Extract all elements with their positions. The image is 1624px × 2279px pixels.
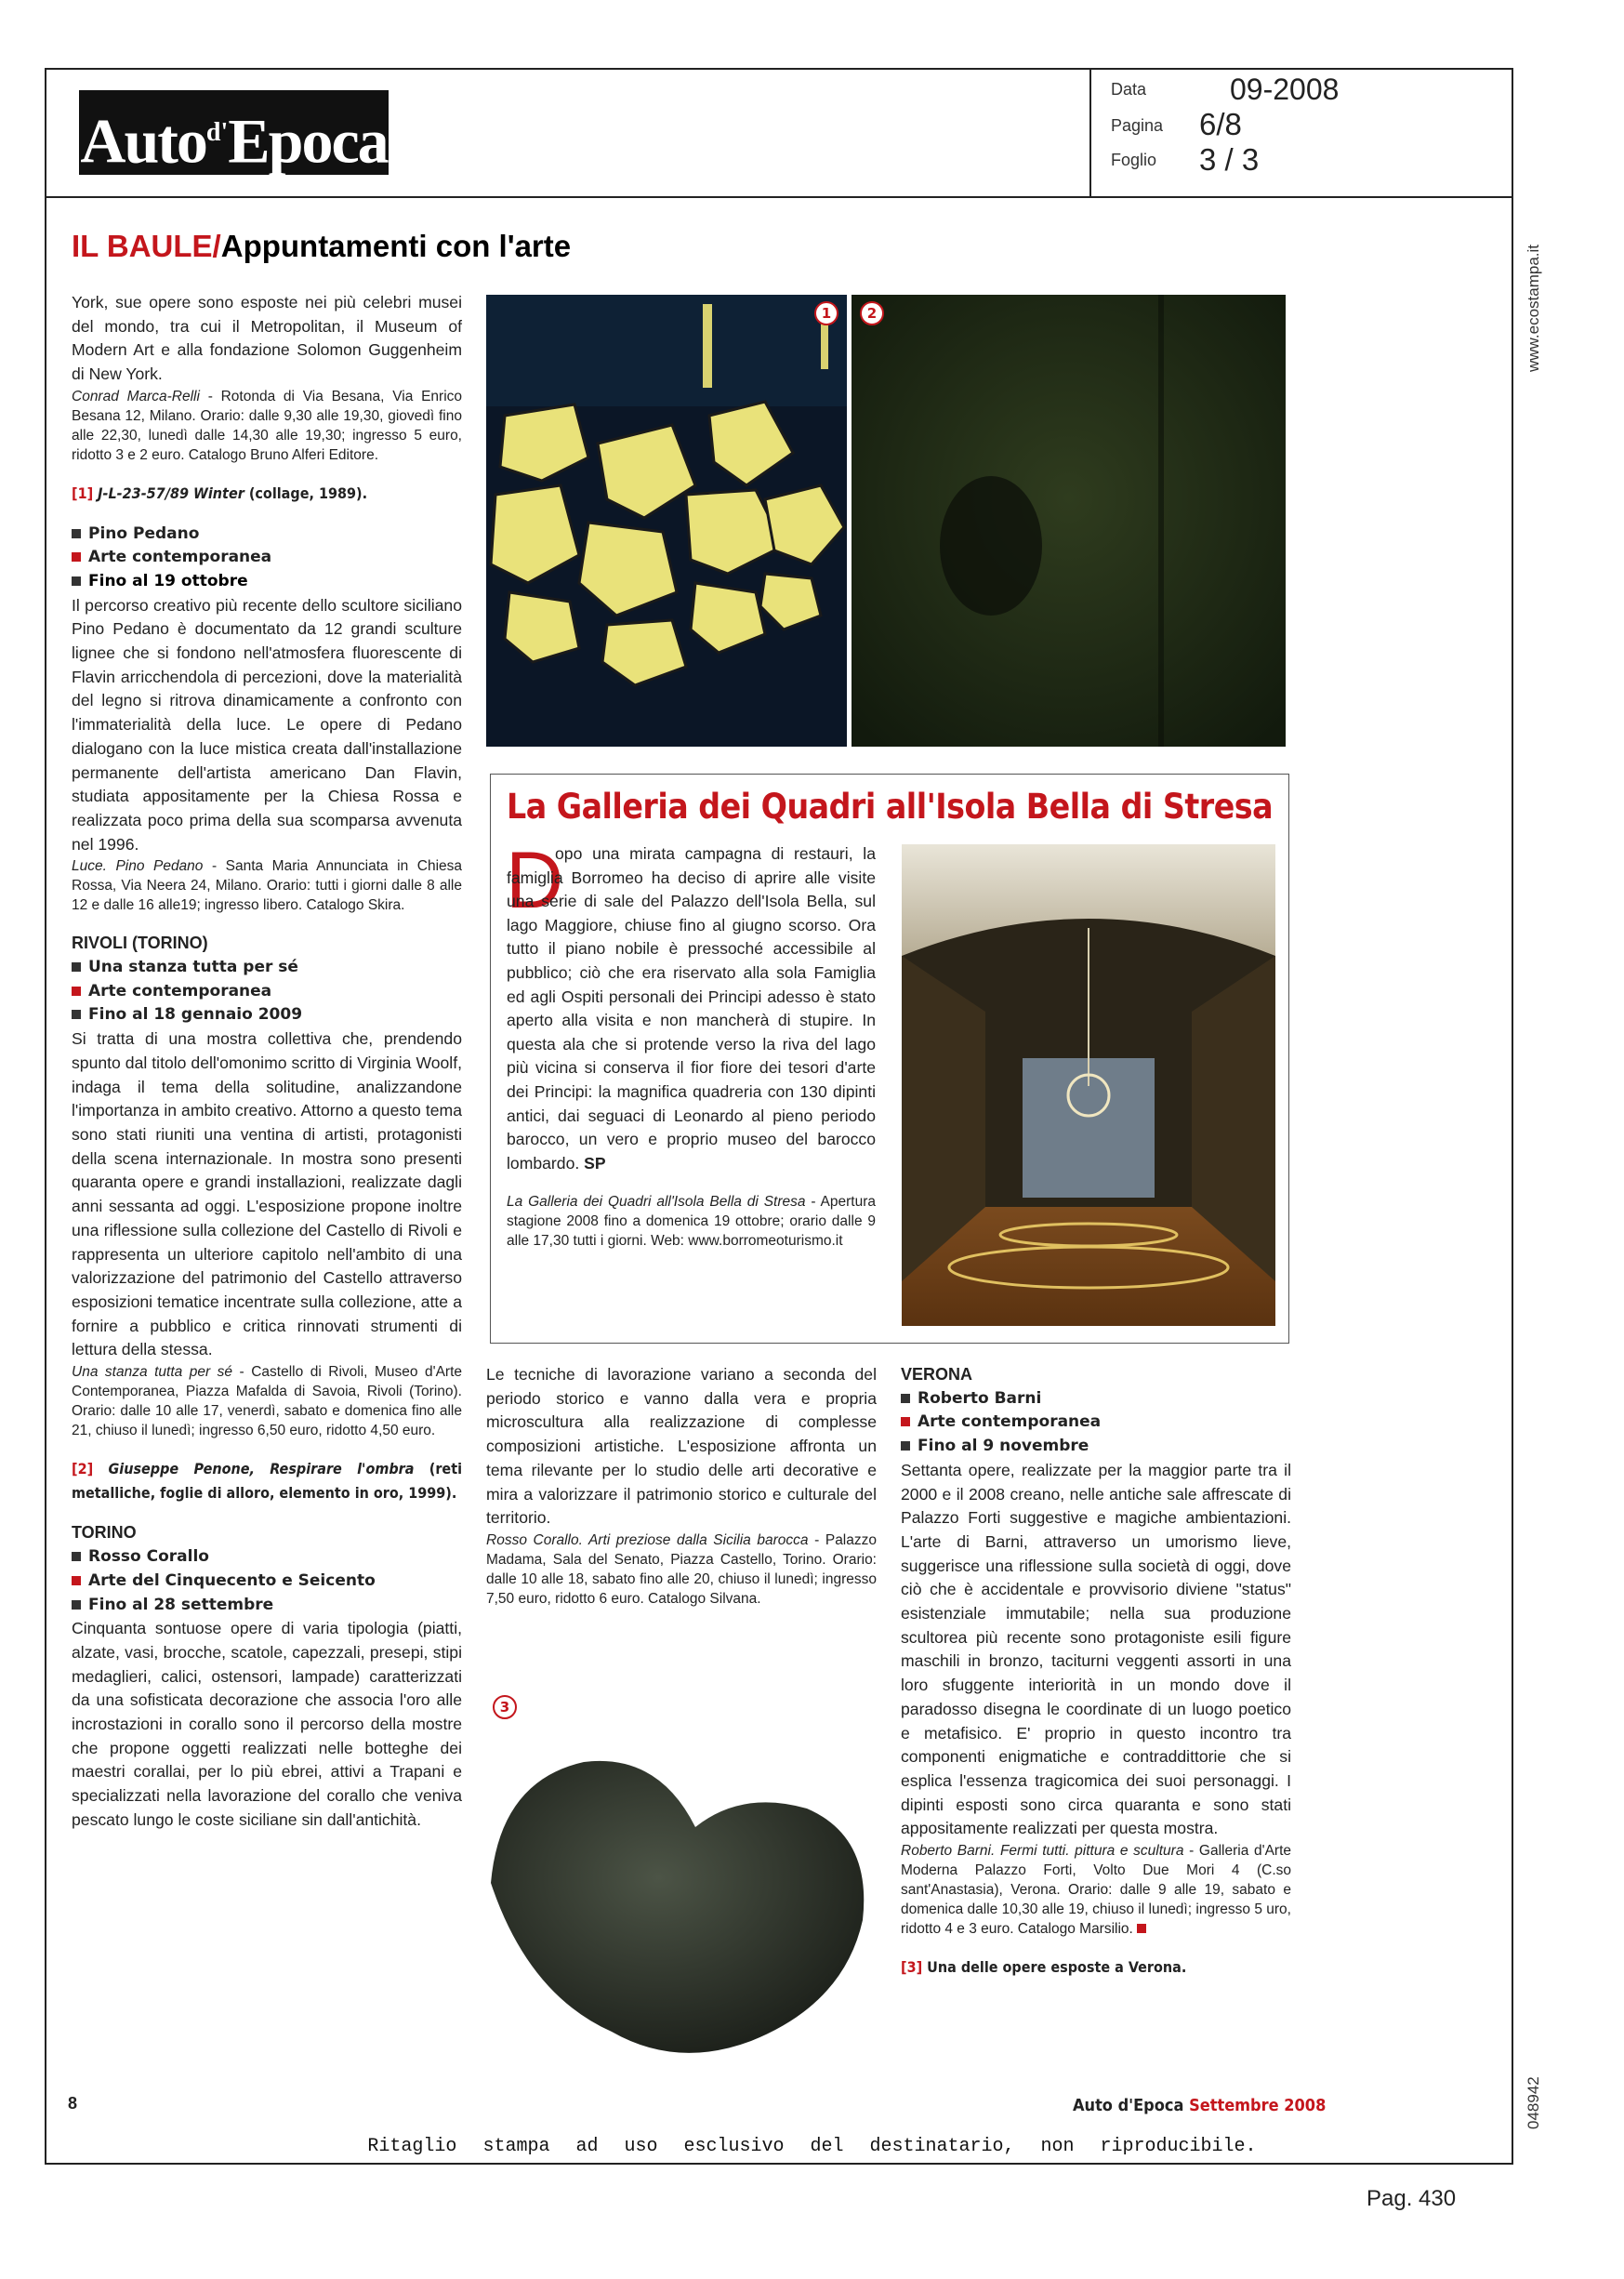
col2-text: Le tecniche di lavorazione variano a seconda del periodo storico e vanno dalla vera e propria microscultura alla realizzazione di complesse composizioni artistiche. L'esposizione affronta un tema rilevante per lo studio delle arti decorative e mira a valorizzare il patrimonio storico e culturale del territorio.: [486, 1365, 877, 1528]
foglio-value: 3 / 3: [1199, 142, 1260, 177]
feature-box-title: La Galleria dei Quadri all'Isola Bella di Stresa: [507, 787, 1274, 827]
clipping-notice: Ritaglio stampa ad uso esclusivo del destinatario, non riproducibile.: [367, 2136, 1257, 2157]
entry2-caption: Una stanza tutta per sé - Castello di Rivoli, Museo d'Arte Contemporanea, Piazza Mafalda di Savoia, Rivoli (Torino). Orario: dalle 10 alle 17, venerdì, sabato e domenica fino alle 21, chiuso il lunedì; ingresso 6,50 euro, ridotto 4,50 euro.: [72, 1364, 463, 1439]
intro-text: York, sue opere sono esposte nei più celebri musei del mondo, tra cui il Metropolitan, il Museum of Modern Art e alla fondazione Solomon Guggenheim di New York.: [72, 293, 462, 384]
column-2: [486, 1363, 877, 1609]
side-url: www.ecostampa.it: [1525, 245, 1542, 372]
column-3: [901, 1363, 1291, 1980]
entry3-type: Arte del Cinquecento e Seicento: [72, 1570, 462, 1594]
photo-penone: [852, 295, 1286, 747]
entry2-text: Si tratta di una mostra collettiva che, prendendo spunto dal titolo dell'omonimo scritto di Virginia Woolf, indaga il tema della solitudine, analizzandone l'importanza in ambito creativo. Attorno a questo tema sono stati riuniti una ventina di artisti, protagonisti della scena internazionale. In mostra sono presenti quaranta opere e grandi installazioni, realizzate dagli anni sessanta ad oggi. L'esposizione propone inoltre una riflessione sulla collezione del Castello di Rivoli e rappresenta un ulteriore capitolo nell'ambito di una valorizzazione del patrimonio del Castello attraverso esposizioni tematice incentrate sulla collezione, atte a fornire a pubblico e critica rinnovati strumenti di lettura della stessa.: [72, 1029, 462, 1359]
photo-1-badge: 1: [814, 301, 838, 325]
intro-caption: Conrad Marca-Relli - Rotonda di Via Besana, Via Enrico Besana 12, Milano. Orario: dalle 9,30 alle 19,30, giovedì fino alle 22,30, lunedì dalle 14,30 alle 19,30; ingresso 5 euro, ridotto 3 e 2 euro. Catalogo Bruno Alferi Editore.: [72, 388, 463, 463]
entry4-text: Settanta opere, realizzate per la maggior parte tra il 2000 e il 2008 creano, nelle antiche sale affrescate di Palazzo Forti suggestive e magiche ambientazioni. L'arte di Barni, attraverso un umorismo lieve, suggerisce una riflessione sulla società di oggi, dove ciò che è accidentale e provvisorio diviene "status" esistenziale immutabile; nella sua produzione scultorea più recente sono protagoniste esili figure maschili in bronzo, taciturni veggenti assorti in una loro sfuggente interiorità in un mondo dove il paradosso disegna le coordinate di un luogo poetico e metafisico. E' proprio in questo incontro tra componenti enigmatiche e contraddittorie che si esplica l'essenza tragicomica dei suoi personaggi. I dipinti esposti sono circa quaranta e sono stati appositamente realizzati per questa mostra.: [901, 1460, 1291, 1838]
page-number: 8: [68, 2094, 78, 2113]
foglio-label: Foglio: [1111, 151, 1157, 169]
data-value: 09-2008: [1230, 73, 1340, 106]
entry3-title: Rosso Corallo: [72, 1545, 462, 1570]
entry1-artist: Pino Pedano: [72, 523, 462, 547]
pag-number: Pag. 430: [1367, 2186, 1457, 2211]
side-code: 048942: [1525, 2076, 1542, 2129]
entry3-text: Cinquanta sontuose opere di varia tipologia (piatti, alzate, vasi, brocche, scatole, capezzali, presepi, stipi medaglieri, calici, ostensori, lampade) caratterizzati da una sofisticata decorazione che associa l'oro alle incrostazioni in corallo sono il percorso della mostre che propone oggetti realizzati nelle botteghe dei maestri corallai, per lo più ebrei, attivi a Trapani e specializzati nella lavorazione del corallo che veniva pescato lungo le coste siciliane sin dall'antichità.: [72, 1619, 462, 1829]
entry1-text: Il percorso creativo più recente dello scultore siciliano Pino Pedano è documentato da 12 grandi sculture lignee che si fondono nell'atmosfera fluorescente di Flavin arricchendola di percezioni, dove la materialità del legno si ritrova dinamicamente a confronto con l'immaterialità della luce. Le opere di Pedano dialogano con la luce mistica creata dall'installazione permanente dell'artista americano Dan Flavin, studiata appositamente per la Chiesa Rossa e realizzata poco prima della sua scomparsa avvenuta nel 1996.: [72, 595, 462, 854]
pagina-value: 6/8: [1199, 107, 1242, 141]
column-1: [72, 291, 462, 1833]
pagina-label: Pagina: [1111, 116, 1164, 135]
barni-image: [472, 1725, 881, 2078]
entry2-title: Una stanza tutta per sé: [72, 956, 462, 980]
fig1-caption: [1] J-L-23-57/89 Winter (collage, 1989).: [72, 484, 368, 502]
entry4-type: Arte contemporanea: [901, 1411, 1291, 1435]
col2-caption: Rosso Corallo. Arti preziose dalla Sicilia barocca - Palazzo Madama, Sala del Senato, Piazza Castello, Torino. Orario: dalle 10 alle 18, sabato fino alle 20, chiuso il lunedì; ingresso 7,50 euro, ridotto 6 euro. Catalogo Silvana.: [486, 1531, 877, 1607]
fig3-caption: [3] Una delle opere esposte a Verona.: [901, 1958, 1187, 1977]
footer-magazine: Auto d'Epoca Settembre 2008: [1073, 2096, 1327, 2115]
feature-dropcap: D: [506, 836, 564, 925]
entry4-caption: Roberto Barni. Fermi tutti. pittura e scultura - Galleria d'Arte Moderna Palazzo Forti, Volto Due Mori 4 (C.so sant'Anastasia), Verona. Orario: dalle 9 alle 19, sabato e domenica dalle 10,30 alle 19, chiuso il lunedì; ingresso 5 uro, ridotto 4 e 3 euro. Catalogo Marsilio.: [901, 1843, 1292, 1938]
entry4-dates: Fino al 9 novembre: [901, 1435, 1291, 1459]
masthead-logo: Auto$^{d'}$Epoca: [79, 90, 389, 175]
photo-collage: [486, 295, 847, 747]
galleria-image: [902, 844, 1275, 1326]
section-title: IL BAULE/Appuntamenti con l'arte: [72, 229, 572, 263]
feature-caption: La Galleria dei Quadri all'Isola Bella di Stresa - Apertura stagione 2008 fino a domenica 19 ottobre; orario dalle 9 alle 17,30 tutti i giorni. Web: www.borromeoturismo.it: [507, 1194, 876, 1250]
feature-box-body: [506, 836, 876, 1251]
collage-image: [486, 295, 847, 747]
end-mark: [1137, 1924, 1146, 1933]
data-label: Data: [1111, 80, 1147, 99]
penone-image: [852, 295, 1286, 747]
fig2-caption: [2] Giuseppe Penone, Respirare l'ombra (reti metalliche, foglie di alloro, elemento in oro, 1999).: [72, 1460, 463, 1502]
photo-2-badge: 2: [860, 301, 884, 325]
entry2-city: RIVOLI (TORINO): [72, 934, 208, 953]
entry3-city: TORINO: [72, 1523, 137, 1543]
meta-divider: [1089, 68, 1091, 198]
entry2-type: Arte contemporanea: [72, 980, 462, 1004]
entry1-caption: Luce. Pino Pedano - Santa Maria Annunciata in Chiesa Rossa, Via Neera 24, Milano. Orario: tutti i giorni dalle 8 alle 12 e dalle 16 alle19; ingresso libero. Catalogo Skira.: [72, 858, 463, 914]
photo-3-badge: 3: [493, 1695, 517, 1719]
entry2-dates: Fino al 18 gennaio 2009: [72, 1003, 462, 1027]
photo-barni: [472, 1725, 881, 2078]
entry1-type: Arte contemporanea: [72, 546, 462, 570]
entry1-dates: Fino al 19 ottobre: [72, 570, 462, 594]
entry3-dates: Fino al 28 settembre: [72, 1594, 462, 1618]
photo-galleria: [902, 844, 1275, 1326]
entry4-artist: Roberto Barni: [901, 1387, 1291, 1411]
feature-text: opo una mirata campagna di restauri, la famiglia Borromeo ha deciso di aprire alle visite una serie di sale del Palazzo dell'Isola Bella, sul lago Maggiore, chiuse fino al giugno scorso. Ora tutto il piano nobile è pressoché accessibile al pubblico; ciò che era riservato alla sola Famiglia ed agli Ospiti personali dei Principi adesso è stato aperto alla visita e non mancherà di stupire. In questa ala che si protende verso la riva del lago più vicina si conserva il fior fiore dei tesori d'arte dei Principi: la magnifica quadreria con 130 dipinti antici, dai seguaci di Leonardo al pieno periodo barocco, un vero e proprio museo del barocco lombardo. SP: [507, 844, 876, 1173]
entry4-city: VERONA: [901, 1365, 973, 1384]
